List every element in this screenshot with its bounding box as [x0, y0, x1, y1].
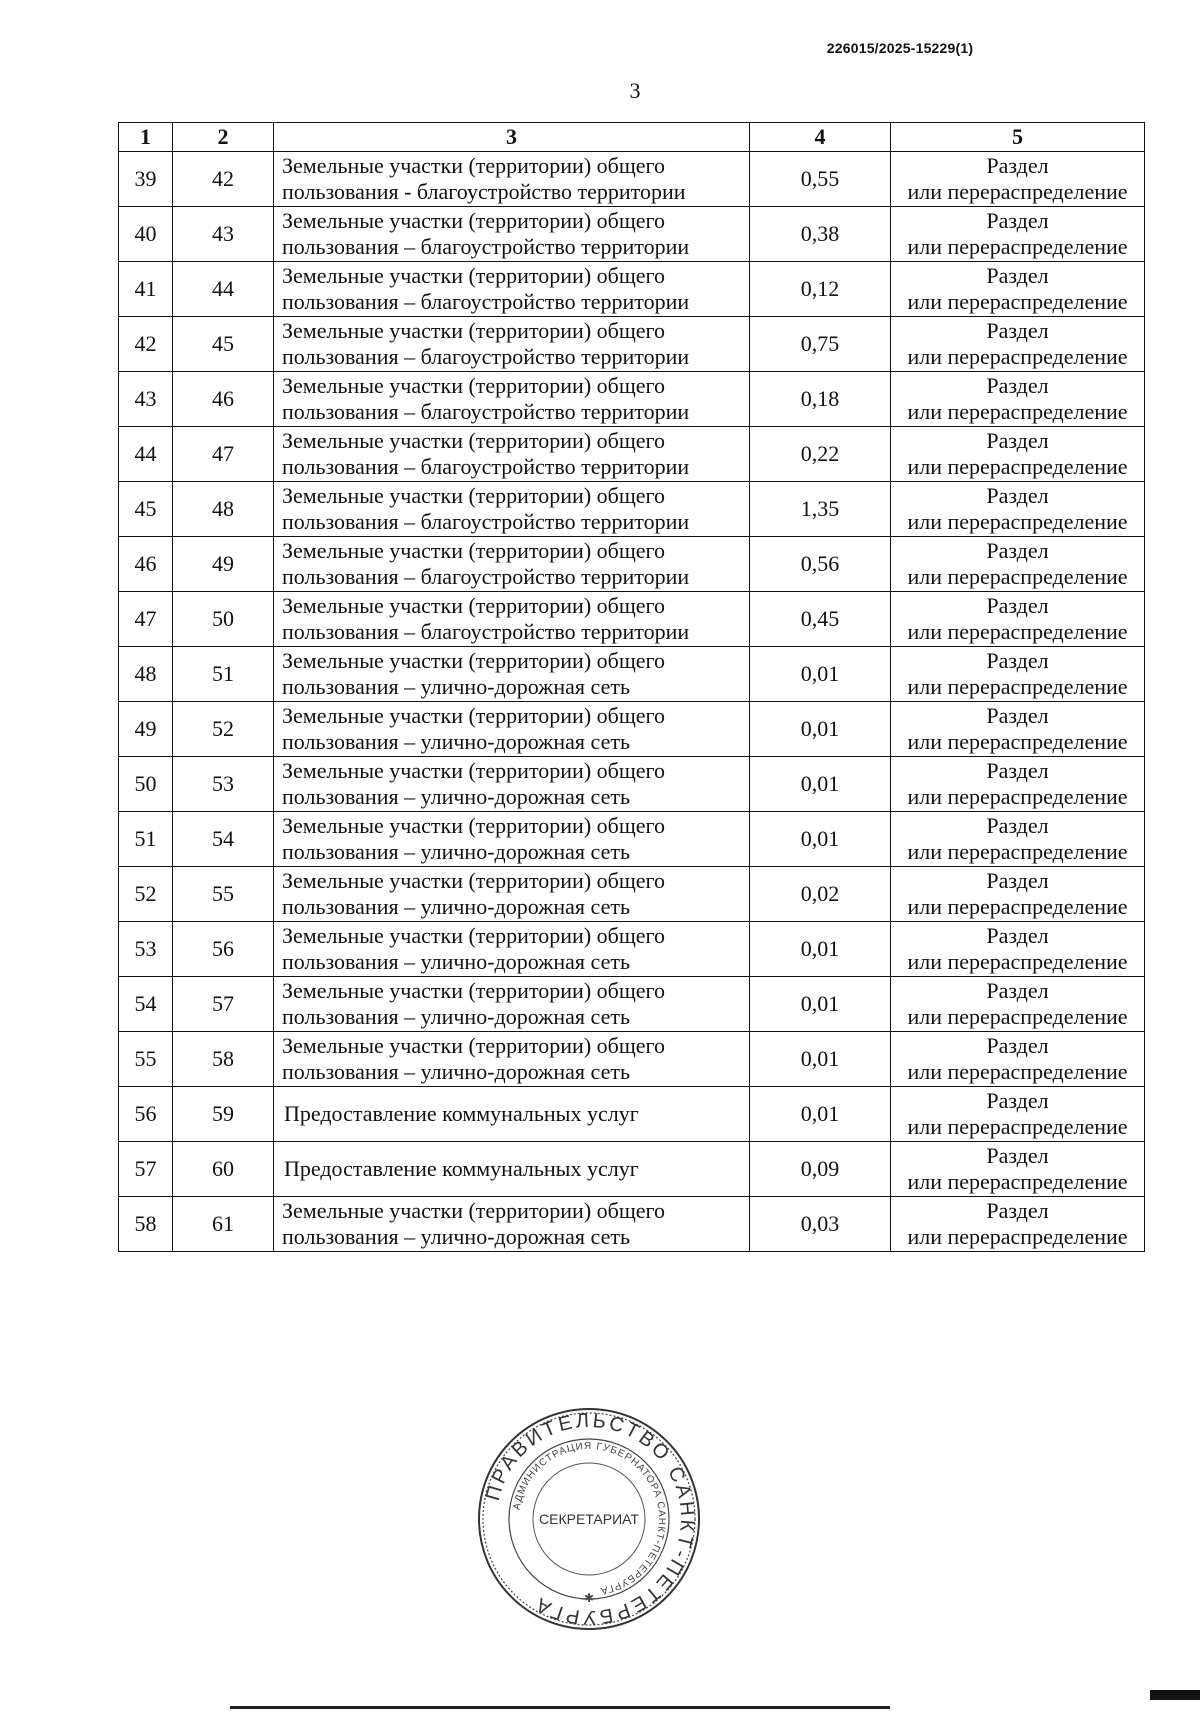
- document-id: 226015/2025-15229(1): [826, 40, 974, 56]
- action-line: Раздел: [986, 1033, 1049, 1058]
- action-line: или перераспределение: [907, 1224, 1128, 1249]
- action-line: Раздел: [986, 593, 1049, 618]
- plot-number-cell: 59: [173, 1087, 274, 1142]
- action-line: или перераспределение: [907, 454, 1128, 479]
- description-cell: [274, 702, 750, 757]
- row-number-cell: 58: [119, 1197, 173, 1252]
- description-line: Земельные участки (территории) общего: [282, 483, 666, 508]
- action-cell: [891, 702, 1145, 757]
- table-row: [119, 977, 1145, 1032]
- row-number-cell: 45: [119, 482, 173, 537]
- action-cell: [891, 537, 1145, 592]
- row-number-cell: 39: [119, 152, 173, 207]
- description-line: Земельные участки (территории) общего: [282, 318, 666, 343]
- action-line: Раздел: [986, 318, 1049, 343]
- description-cell: [274, 592, 750, 647]
- action-line: Раздел: [986, 758, 1049, 783]
- action-line: или перераспределение: [907, 729, 1128, 754]
- row-number-cell: 49: [119, 702, 173, 757]
- table-row: [119, 482, 1145, 537]
- action-line: Раздел: [986, 1088, 1049, 1113]
- action-cell: [891, 262, 1145, 317]
- table-row: [119, 592, 1145, 647]
- action-line: Раздел: [986, 1143, 1049, 1168]
- table-row: [119, 317, 1145, 372]
- action-cell: [891, 647, 1145, 702]
- description-line: пользования – благоустройство территории: [282, 399, 690, 424]
- description-line: пользования – благоустройство территории: [282, 289, 690, 314]
- table-header-row: [119, 123, 1145, 152]
- plot-number-cell: 49: [173, 537, 274, 592]
- description-line: пользования – благоустройство территории: [282, 509, 690, 534]
- plot-number-cell: 55: [173, 867, 274, 922]
- description-cell: [274, 1197, 750, 1252]
- action-line: Раздел: [986, 648, 1049, 673]
- action-line: или перераспределение: [907, 1169, 1128, 1194]
- plot-number-cell: 50: [173, 592, 274, 647]
- description-line: Земельные участки (территории) общего: [282, 923, 666, 948]
- description-cell: [274, 812, 750, 867]
- table-row: [119, 757, 1145, 812]
- area-cell: 0,38: [750, 207, 891, 262]
- table-row: [119, 867, 1145, 922]
- action-cell: [891, 867, 1145, 922]
- action-cell: [891, 922, 1145, 977]
- column-header: 3: [274, 123, 750, 152]
- row-number-cell: 57: [119, 1142, 173, 1197]
- area-cell: 0,09: [750, 1142, 891, 1197]
- action-line: Раздел: [986, 978, 1049, 1003]
- page-number: 3: [629, 78, 641, 103]
- action-cell: [891, 592, 1145, 647]
- action-line: или перераспределение: [907, 1004, 1128, 1029]
- area-cell: 0,12: [750, 262, 891, 317]
- description-line: Предоставление коммунальных услуг: [284, 1101, 639, 1126]
- description-line: Земельные участки (территории) общего: [282, 593, 666, 618]
- action-line: или перераспределение: [907, 949, 1128, 974]
- area-cell: 0,01: [750, 922, 891, 977]
- description-line: Земельные участки (территории) общего: [282, 868, 666, 893]
- description-cell: [274, 867, 750, 922]
- area-cell: 0,56: [750, 537, 891, 592]
- plot-number-cell: 47: [173, 427, 274, 482]
- plot-number-cell: 60: [173, 1142, 274, 1197]
- area-cell: 0,02: [750, 867, 891, 922]
- action-line: Раздел: [986, 373, 1049, 398]
- description-line: пользования – улично-дорожная сеть: [282, 729, 630, 754]
- description-line: Земельные участки (территории) общего: [282, 153, 666, 178]
- action-cell: [891, 1197, 1145, 1252]
- plot-number-cell: 54: [173, 812, 274, 867]
- description-line: Предоставление коммунальных услуг: [284, 1156, 639, 1181]
- description-line: Земельные участки (территории) общего: [282, 813, 666, 838]
- column-header: 5: [891, 123, 1145, 152]
- action-line: или перераспределение: [907, 619, 1128, 644]
- column-header: 2: [173, 123, 274, 152]
- action-cell: [891, 977, 1145, 1032]
- description-cell: [274, 647, 750, 702]
- svg-text:АДМИНИСТРАЦИЯ ГУБЕРНАТОРА САНК: АДМИНИСТРАЦИЯ ГУБЕРНАТОРА САНКТ-ПЕТЕРБУРГА: [511, 1440, 668, 1597]
- action-line: Раздел: [986, 428, 1049, 453]
- row-number-cell: 51: [119, 812, 173, 867]
- area-cell: 0,45: [750, 592, 891, 647]
- table-row: [119, 812, 1145, 867]
- description-line: Земельные участки (территории) общего: [282, 978, 666, 1003]
- action-cell: [891, 372, 1145, 427]
- area-cell: 0,75: [750, 317, 891, 372]
- action-line: или перераспределение: [907, 344, 1128, 369]
- action-line: или перераспределение: [907, 784, 1128, 809]
- description-line: Земельные участки (территории) общего: [282, 1198, 666, 1223]
- row-number-cell: 54: [119, 977, 173, 1032]
- action-line: Раздел: [986, 813, 1049, 838]
- svg-text:✱: ✱: [583, 1591, 595, 1605]
- plot-number-cell: 42: [173, 152, 274, 207]
- description-cell: [274, 977, 750, 1032]
- column-header: 1: [119, 123, 173, 152]
- bottom-scan-mark: [1150, 1690, 1200, 1700]
- description-line: пользования – благоустройство территории: [282, 564, 690, 589]
- description-line: пользования – благоустройство территории: [282, 454, 690, 479]
- table-row: [119, 1197, 1145, 1252]
- area-cell: 0,01: [750, 647, 891, 702]
- row-number-cell: 42: [119, 317, 173, 372]
- plot-number-cell: 45: [173, 317, 274, 372]
- table-row: [119, 427, 1145, 482]
- description-cell: [274, 1032, 750, 1087]
- action-cell: [891, 427, 1145, 482]
- description-cell: [274, 207, 750, 262]
- description-cell: [274, 152, 750, 207]
- bottom-scan-line: [230, 1706, 890, 1709]
- table-row: [119, 1032, 1145, 1087]
- row-number-cell: 44: [119, 427, 173, 482]
- plot-number-cell: 43: [173, 207, 274, 262]
- area-cell: 0,01: [750, 1032, 891, 1087]
- area-cell: 0,01: [750, 702, 891, 757]
- area-cell: 0,55: [750, 152, 891, 207]
- description-line: пользования – улично-дорожная сеть: [282, 1224, 630, 1249]
- row-number-cell: 46: [119, 537, 173, 592]
- description-cell: [274, 317, 750, 372]
- action-line: или перераспределение: [907, 894, 1128, 919]
- description-line: пользования – улично-дорожная сеть: [282, 839, 630, 864]
- area-cell: 0,01: [750, 757, 891, 812]
- area-cell: 1,35: [750, 482, 891, 537]
- row-number-cell: 50: [119, 757, 173, 812]
- action-line: или перераспределение: [907, 399, 1128, 424]
- description-line: Земельные участки (территории) общего: [282, 263, 666, 288]
- table-row: [119, 1142, 1145, 1197]
- description-line: Земельные участки (территории) общего: [282, 1033, 666, 1058]
- action-line: Раздел: [986, 153, 1049, 178]
- column-header: 4: [750, 123, 891, 152]
- row-number-cell: 56: [119, 1087, 173, 1142]
- plot-number-cell: 57: [173, 977, 274, 1032]
- svg-text:ПРАВИТЕЛЬСТВО САНКТ-ПЕТЕРБУРГА: ПРАВИТЕЛЬСТВО САНКТ-ПЕТЕРБУРГА: [481, 1409, 699, 1629]
- table-row: [119, 152, 1145, 207]
- description-cell: [274, 482, 750, 537]
- plot-number-cell: 52: [173, 702, 274, 757]
- row-number-cell: 41: [119, 262, 173, 317]
- plot-number-cell: 61: [173, 1197, 274, 1252]
- action-line: Раздел: [986, 923, 1049, 948]
- table-row: [119, 1087, 1145, 1142]
- table-row: [119, 647, 1145, 702]
- action-line: Раздел: [986, 703, 1049, 728]
- row-number-cell: 55: [119, 1032, 173, 1087]
- description-line: пользования – благоустройство территории: [282, 344, 690, 369]
- description-line: Земельные участки (территории) общего: [282, 648, 666, 673]
- action-line: или перераспределение: [907, 509, 1128, 534]
- table-row: [119, 372, 1145, 427]
- plot-number-cell: 48: [173, 482, 274, 537]
- action-line: или перераспределение: [907, 1059, 1128, 1084]
- table-body: [119, 152, 1145, 1252]
- row-number-cell: 48: [119, 647, 173, 702]
- description-line: Земельные участки (территории) общего: [282, 703, 666, 728]
- plot-number-cell: 51: [173, 647, 274, 702]
- description-line: Земельные участки (территории) общего: [282, 758, 666, 783]
- action-cell: [891, 207, 1145, 262]
- row-number-cell: 52: [119, 867, 173, 922]
- area-cell: 0,01: [750, 812, 891, 867]
- description-cell: [274, 427, 750, 482]
- action-line: или перераспределение: [907, 179, 1128, 204]
- description-line: Земельные участки (территории) общего: [282, 428, 666, 453]
- action-line: Раздел: [986, 538, 1049, 563]
- row-number-cell: 53: [119, 922, 173, 977]
- description-line: Земельные участки (территории) общего: [282, 538, 666, 563]
- plot-number-cell: 58: [173, 1032, 274, 1087]
- description-line: пользования – улично-дорожная сеть: [282, 1059, 630, 1084]
- action-cell: [891, 1087, 1145, 1142]
- area-cell: 0,03: [750, 1197, 891, 1252]
- description-cell: [274, 1142, 750, 1197]
- table-row: [119, 537, 1145, 592]
- table-row: [119, 207, 1145, 262]
- action-cell: [891, 482, 1145, 537]
- description-line: Земельные участки (территории) общего: [282, 208, 666, 233]
- action-cell: [891, 317, 1145, 372]
- description-line: пользования – улично-дорожная сеть: [282, 784, 630, 809]
- action-cell: [891, 1032, 1145, 1087]
- row-number-cell: 40: [119, 207, 173, 262]
- description-line: пользования – улично-дорожная сеть: [282, 894, 630, 919]
- plot-number-cell: 56: [173, 922, 274, 977]
- action-line: или перераспределение: [907, 1114, 1128, 1139]
- description-line: пользования – улично-дорожная сеть: [282, 949, 630, 974]
- row-number-cell: 43: [119, 372, 173, 427]
- land-plots-table: [118, 122, 1145, 1252]
- action-line: или перераспределение: [907, 839, 1128, 864]
- description-line: пользования – благоустройство территории: [282, 619, 690, 644]
- description-line: Земельные участки (территории) общего: [282, 373, 666, 398]
- description-line: пользования - благоустройство территории: [282, 179, 686, 204]
- action-line: или перераспределение: [907, 564, 1128, 589]
- action-line: или перераспределение: [907, 674, 1128, 699]
- action-line: Раздел: [986, 1198, 1049, 1223]
- action-cell: [891, 152, 1145, 207]
- action-line: Раздел: [986, 208, 1049, 233]
- description-cell: [274, 1087, 750, 1142]
- description-line: пользования – благоустройство территории: [282, 234, 690, 259]
- plot-number-cell: 44: [173, 262, 274, 317]
- area-cell: 0,01: [750, 1087, 891, 1142]
- area-cell: 0,18: [750, 372, 891, 427]
- table-row: [119, 922, 1145, 977]
- action-line: или перераспределение: [907, 289, 1128, 314]
- action-line: Раздел: [986, 483, 1049, 508]
- action-line: Раздел: [986, 263, 1049, 288]
- action-cell: [891, 757, 1145, 812]
- action-cell: [891, 812, 1145, 867]
- area-cell: 0,22: [750, 427, 891, 482]
- table-row: [119, 262, 1145, 317]
- action-line: или перераспределение: [907, 234, 1128, 259]
- description-cell: [274, 757, 750, 812]
- official-seal: [476, 1406, 702, 1632]
- description-cell: [274, 372, 750, 427]
- action-cell: [891, 1142, 1145, 1197]
- row-number-cell: 47: [119, 592, 173, 647]
- area-cell: 0,01: [750, 977, 891, 1032]
- description-cell: [274, 537, 750, 592]
- svg-text:СЕКРЕТАРИАТ: СЕКРЕТАРИАТ: [539, 1511, 639, 1527]
- description-cell: [274, 922, 750, 977]
- plot-number-cell: 46: [173, 372, 274, 427]
- table-row: [119, 702, 1145, 757]
- action-line: Раздел: [986, 868, 1049, 893]
- plot-number-cell: 53: [173, 757, 274, 812]
- description-line: пользования – улично-дорожная сеть: [282, 674, 630, 699]
- description-cell: [274, 262, 750, 317]
- description-line: пользования – улично-дорожная сеть: [282, 1004, 630, 1029]
